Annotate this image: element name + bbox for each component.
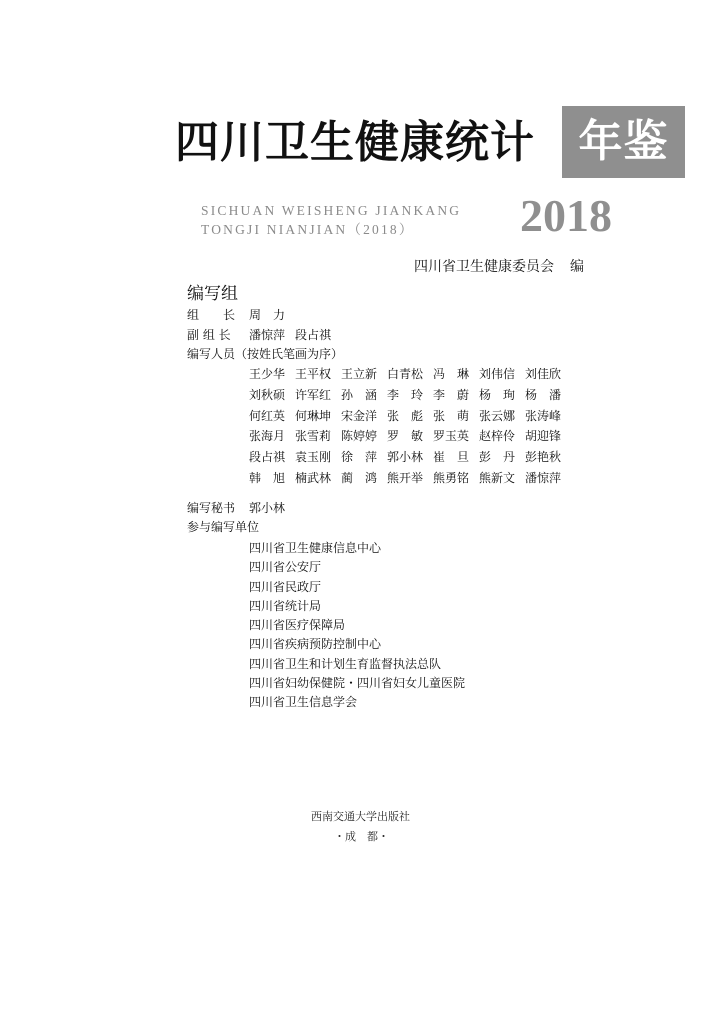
writer-name: 熊勇铭 (433, 470, 470, 485)
writer-name: 楠武林 (295, 470, 332, 485)
participating-unit: 四川省卫生健康信息中心 (249, 541, 382, 555)
publisher-name-text: 西南交通大学出版社 (311, 810, 410, 823)
deputy-leader-name: 潘惊萍 (249, 328, 286, 342)
writer-name: 孙 涵 (341, 387, 378, 402)
participating-unit: 四川省卫生和计划生育监督执法总队 (249, 656, 442, 671)
writer-name: 徐 萍 (341, 450, 378, 465)
writer-name: 段占祺 (249, 450, 286, 465)
deputy-leader-label: 副 组 长 (187, 328, 231, 342)
writer-name: 潘惊萍 (525, 470, 562, 485)
writer-name: 袁玉刚 (295, 450, 332, 465)
writer-name: 陈婷婷 (341, 429, 378, 444)
writer-name: 刘秋硕 (249, 387, 286, 402)
writer-name: 刘佳欣 (525, 367, 562, 381)
participating-units-list (249, 539, 465, 713)
participating-unit: 四川省卫生信息学会 (249, 695, 358, 710)
leader-row (187, 307, 285, 323)
writer-name: 罗玉英 (433, 429, 470, 444)
participating-unit: 四川省医疗保障局 (249, 618, 346, 633)
writer-name: 李 蔚 (433, 387, 470, 402)
writer-name: 张雪莉 (295, 429, 332, 444)
publisher-name (0, 810, 723, 824)
writer-name: 赵梓伶 (479, 429, 516, 444)
secretary-name: 郭小林 (249, 501, 286, 515)
writer-name: 王立新 (341, 367, 378, 381)
writer-name: 许军红 (295, 387, 332, 402)
title-highlight-box (562, 106, 685, 178)
writer-name: 张 彪 (387, 408, 424, 423)
writer-name: 熊新文 (479, 470, 516, 485)
writers-row (187, 346, 343, 362)
writers-name-grid (249, 366, 571, 491)
writer-name: 罗 敏 (387, 429, 424, 444)
title-highlight-text: 年鉴 (578, 116, 669, 167)
writer-name: 白青松 (387, 367, 424, 381)
writer-name: 刘伟信 (479, 367, 516, 381)
participating-unit: 四川省统计局 (249, 598, 322, 613)
writer-name: 杨 珣 (479, 387, 516, 402)
writer-name: 何琳坤 (295, 408, 332, 423)
writer-name: 张 萌 (433, 408, 470, 423)
writer-name: 韩 旭 (249, 470, 286, 485)
pinyin-title-line2: TONGJI NIANJIAN（2018） (201, 222, 415, 237)
writer-name: 冯 琳 (433, 367, 470, 381)
writer-name: 宋金洋 (341, 408, 378, 423)
editor-organization: 四川省卫生健康委员会 (414, 259, 554, 275)
writer-name: 彭艳秋 (525, 450, 562, 465)
writers-note: （按姓氏笔画为序） (235, 347, 344, 361)
writer-name: 王平权 (295, 367, 332, 381)
participating-unit: 四川省民政厅 (249, 579, 322, 594)
participating-unit: 四川省公安厅 (249, 560, 322, 575)
book-title: 四川卫生健康统计 (175, 117, 535, 168)
writer-name: 何红英 (249, 408, 286, 423)
leader-label: 组 长 (187, 308, 236, 322)
writer-name: 王少华 (249, 367, 286, 381)
writer-name: 杨 潘 (525, 387, 562, 402)
writer-name: 郭小林 (387, 450, 424, 465)
writers-label: 编写人员 (187, 347, 236, 361)
writer-name: 彭 丹 (479, 450, 516, 465)
publisher-city: ・成 都・ (334, 830, 389, 843)
deputy-leader-name: 段占祺 (295, 328, 332, 342)
writer-name: 崔 旦 (433, 450, 470, 465)
pinyin-title-line1: SICHUAN WEISHENG JIANKANG (201, 203, 462, 218)
edition-year: 2018 (520, 190, 612, 241)
secretary-label: 编写秘书 (187, 501, 236, 515)
writer-name: 胡迎锋 (525, 429, 562, 444)
leader-names: 周 力 (249, 308, 286, 322)
editor-role: 编 (570, 259, 584, 275)
writer-name: 蔺 鸿 (341, 470, 378, 485)
editor-credit (414, 258, 584, 276)
participating-unit: 四川省妇幼保健院・四川省妇女儿童医院 (249, 676, 466, 691)
participating-unit: 四川省疾病预防控制中心 (249, 637, 382, 652)
editorial-group-heading: 编写组 (187, 284, 238, 304)
writer-name: 熊开举 (387, 470, 424, 485)
writer-name: 张云娜 (479, 408, 516, 423)
writer-name: 李 玲 (387, 387, 424, 402)
writer-name: 张涛峰 (525, 408, 562, 423)
participating-units-label: 参与编写单位 (187, 520, 260, 534)
deputy-leader-row (187, 327, 331, 343)
writer-name: 张海月 (249, 429, 286, 444)
secretary-row (187, 500, 285, 516)
